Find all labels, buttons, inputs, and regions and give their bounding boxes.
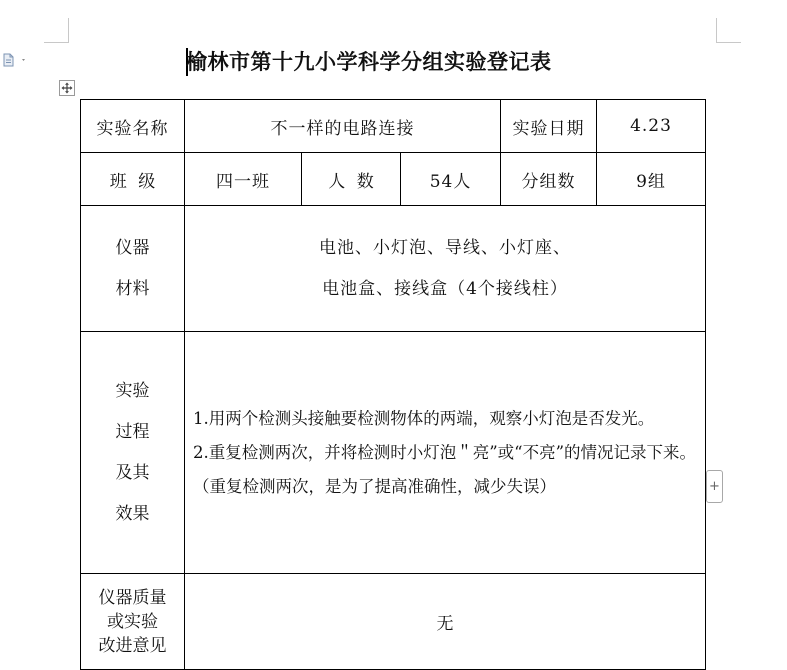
student-count-label: 人 数 bbox=[302, 153, 401, 206]
quality-cell[interactable]: 无 bbox=[185, 574, 706, 670]
process-step: 2.重复检测两次，并将检测时小灯泡＂亮”或“不亮”的情况记录下来。（重复检测两次，是为了提高准确性，减少失误） bbox=[193, 442, 697, 496]
materials-line: 电池、小灯泡、导线、小灯座、 bbox=[319, 237, 571, 258]
materials-cell[interactable] bbox=[185, 206, 706, 332]
quality-label-line: 仪器质量 bbox=[98, 587, 167, 608]
materials-label-line: 仪器 bbox=[115, 237, 150, 258]
materials-label-line: 材料 bbox=[115, 278, 150, 299]
class-label: 班 级 bbox=[81, 153, 185, 206]
experiment-name-cell[interactable]: 不一样的电路连接 bbox=[185, 100, 501, 153]
process-label-line: 过程 bbox=[115, 421, 150, 442]
experiment-date-label: 实验日期 bbox=[501, 100, 597, 153]
quality-label bbox=[81, 574, 185, 670]
student-count-cell[interactable]: 54人 bbox=[401, 153, 501, 206]
process-label-line: 效果 bbox=[115, 503, 150, 524]
materials-line: 电池盒、接线盒（4个接线柱） bbox=[322, 278, 568, 299]
add-row-icon[interactable]: + bbox=[706, 470, 723, 503]
process-label bbox=[81, 332, 185, 574]
group-count-label: 分组数 bbox=[501, 153, 597, 206]
crop-mark-top-right bbox=[716, 18, 741, 43]
document-icon[interactable] bbox=[3, 53, 29, 67]
quality-label-line: 或实验 bbox=[107, 611, 158, 632]
experiment-name-label: 实验名称 bbox=[81, 100, 185, 153]
crop-mark-top-left bbox=[44, 18, 69, 43]
experiment-date-cell[interactable]: 4.23 bbox=[597, 100, 706, 153]
move-arrows-icon bbox=[61, 82, 73, 94]
process-step: 1.用两个检测头接触要检测物体的两端，观察小灯泡是否发光。 bbox=[193, 408, 655, 428]
document-title[interactable]: 榆林市第十九小学科学分组实验登记表 bbox=[186, 50, 552, 74]
process-cell[interactable] bbox=[185, 332, 706, 574]
materials-label bbox=[81, 206, 185, 332]
table-move-icon[interactable] bbox=[59, 80, 75, 96]
process-label-line: 及其 bbox=[115, 462, 150, 483]
process-label-line: 实验 bbox=[115, 380, 150, 401]
quality-label-line: 改进意见 bbox=[98, 635, 167, 656]
group-count-cell[interactable]: 9组 bbox=[597, 153, 706, 206]
registration-table bbox=[80, 99, 706, 670]
class-cell[interactable]: 四一班 bbox=[185, 153, 302, 206]
